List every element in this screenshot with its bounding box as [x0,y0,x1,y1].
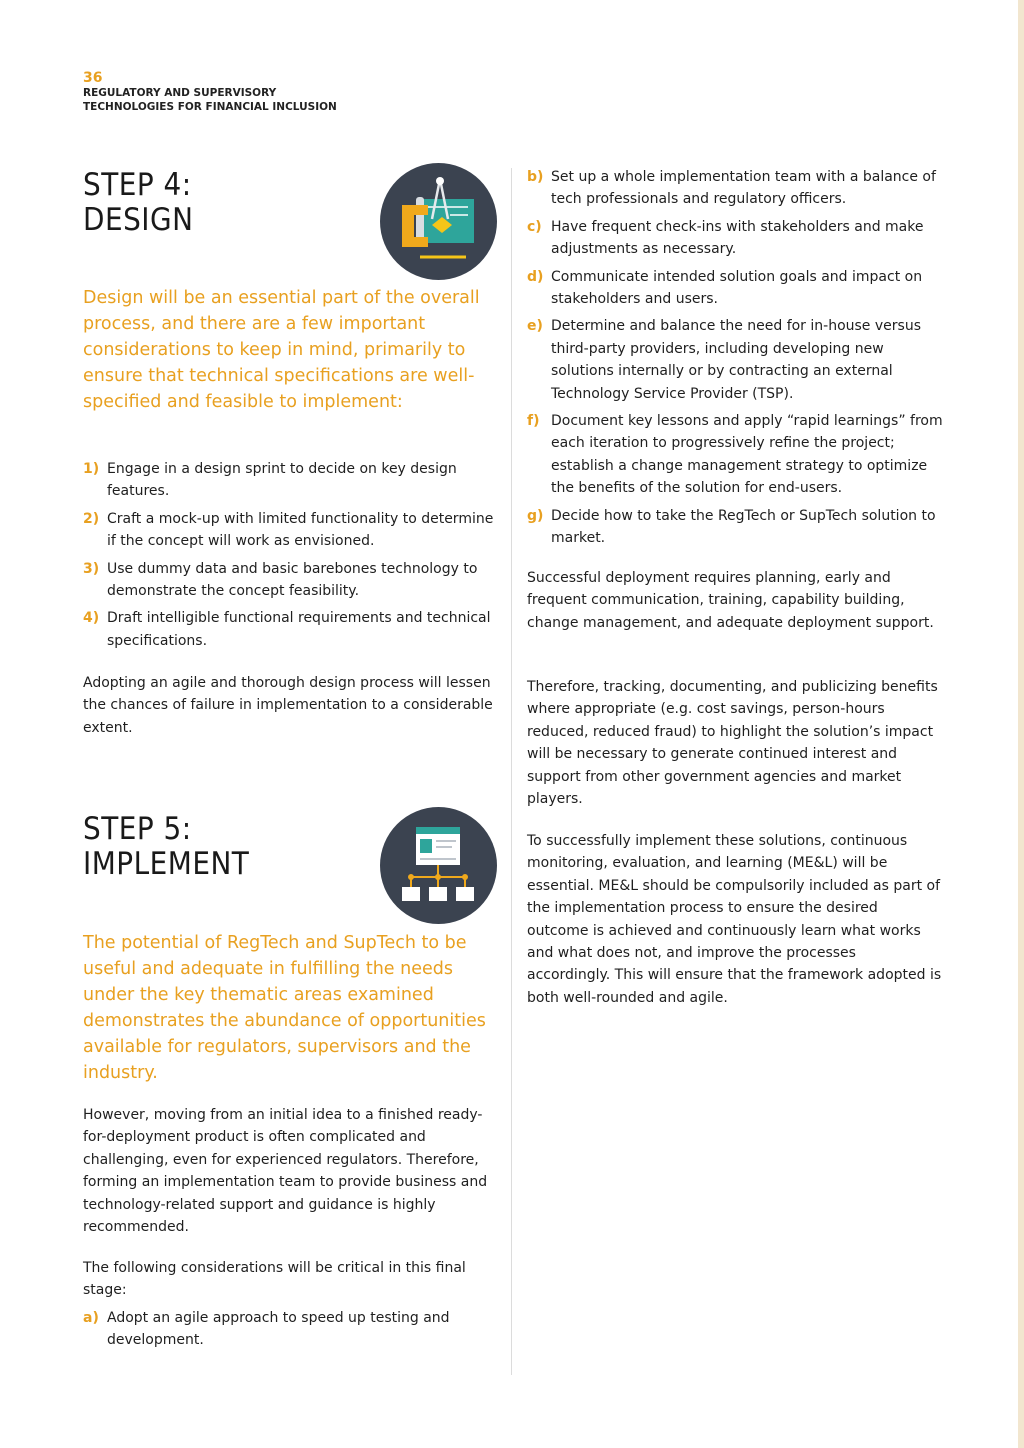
list-item-text: Determine and balance the need for in-house versus third-party providers, including developing new solutions internally or by contracting an external Technology Service Provider (TSP). [551,318,921,402]
step5-lead: The potential of RegTech and SupTech to be useful and adequate in fulfilling the needs under the key thematic areas examined demonstrates the abundance of opportunities available for regulators, supervisors and the industry. [83,933,486,1083]
list-item-text: Communicate intended solution goals and impact on stakeholders and users. [551,268,923,308]
list-marker: a) [83,1310,99,1326]
step5-para5: To successfully implement these solutions, continuous monitoring, evaluation, and learning (ME&L) will be essential. ME&L should be compulsorily included as part of the implementation process to ensure the desired outcome is achieved and continuously learn what works and what does not, and improve the processes accordingly. This will ensure that the framework adopted is both well-rounded and agile. [527,833,942,1006]
step4-list [83,458,503,657]
column-divider [511,168,512,1375]
list-marker: 3) [83,560,100,577]
step5-para3: Successful deployment requires planning, early and frequent communication, training, capability building, change management, and adequate deployment support. [527,570,934,631]
header-title-line1: REGULATORY AND SUPERVISORY [83,87,277,99]
list-item [83,1307,503,1352]
list-item [527,166,947,211]
list-item-text: Set up a whole implementation team with a balance of tech professionals and regulatory officers. [551,169,936,208]
list-marker: d) [527,268,544,285]
step5-title [83,812,249,882]
step5-list-left [83,1307,503,1357]
design-tools-icon [380,163,497,280]
list-item [83,508,503,553]
list-item [527,410,947,500]
list-marker: c) [527,218,542,235]
list-marker: 1) [83,461,100,477]
list-item-text: Use dummy data and basic barebones technology to demonstrate the concept feasibility. [107,560,478,600]
list-item [527,315,947,405]
list-item-text: Document key lessons and apply “rapid learnings” from each iteration to progressively refine the project; establish a change management strategy to optimize the benefits of the solution for end-users. [551,413,943,497]
list-item [83,558,503,603]
list-item-text: Adopt an agile approach to speed up testing and development. [107,1310,450,1349]
step4-title-line1: STEP 4: [83,167,192,203]
list-item [83,458,503,503]
list-marker: g) [527,507,544,524]
page-header [83,70,337,114]
list-item-text: Draft intelligible functional requirements and technical specifications. [107,610,491,649]
list-marker: 2) [83,510,100,527]
list-item-text: Craft a mock-up with limited functionality to determine if the concept will work as envisioned. [107,510,494,550]
step5-title-line1: STEP 5: [83,811,192,847]
list-item [527,266,947,311]
list-item [527,216,947,261]
header-title-line2: TECHNOLOGIES FOR FINANCIAL INCLUSION [83,101,337,113]
list-marker: 4) [83,610,100,627]
list-marker: f) [527,413,540,430]
step5-title-line2: IMPLEMENT [83,846,250,882]
list-marker: e) [527,318,543,335]
list-item-text: Decide how to take the RegTech or SupTech solution to market. [551,507,936,547]
page-edge-strip [1018,0,1024,1448]
step4-lead: Design will be an essential part of the overall process, and there are a few important considerations to keep in mind, primarily to ensure that technical specifications are well-specified and feasible to implement: [83,288,480,412]
step5-para4: Therefore, tracking, documenting, and publicizing benefits where appropriate (e.g. cost savings, person-hours reduced, reduced fraud) to highlight the solution’s impact will be necessary to generate continued interest and support from other government agencies and market players. [527,679,938,808]
step5-list-right [527,166,947,555]
step4-closing: Adopting an agile and thorough design process will lessen the chances of failure in implementation to a considerable extent. [83,675,493,736]
list-item-text: Have frequent check-ins with stakeholders and make adjustments as necessary. [551,218,924,258]
step5-para1: However, moving from an initial idea to a finished ready-for-deployment product is often complicated and challenging, even for experienced regulators. Therefore, forming an implementation team to provide business and technology-related support and guidance is highly recommended. [83,1107,488,1236]
step4-title-line2: DESIGN [83,202,194,238]
step5-para2: The following considerations will be critical in this final stage: [83,1260,466,1299]
list-item [527,505,947,550]
list-marker: b) [527,169,544,185]
list-item [83,607,503,652]
list-item-text: Engage in a design sprint to decide on key design features. [107,461,457,500]
step4-title [83,168,194,238]
implementation-network-icon [380,807,497,924]
page-number: 36 [83,70,103,86]
